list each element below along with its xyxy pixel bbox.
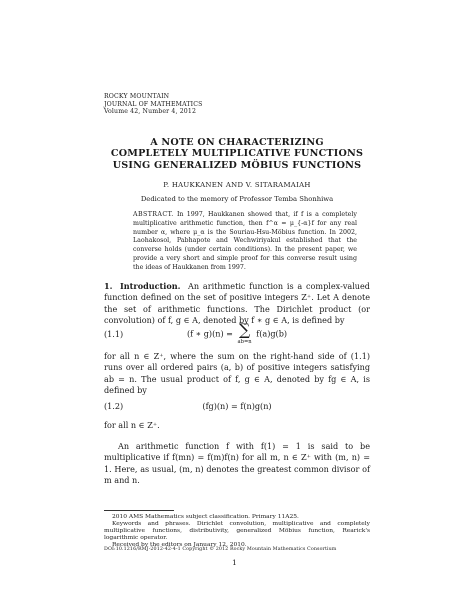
footnote-received: Received by the editors on January 12, 2010. — [112, 541, 247, 548]
footnote-keywords: Keywords and phrases. Dirichlet convolution, multiplicative and completely multiplicative functions, distributivity, generalized Möbius function, Rearick's logarithmic operator. — [104, 520, 370, 541]
title-line3: USING GENERALIZED MÖBIUS FUNCTIONS — [112, 159, 362, 171]
journal-name-line2: JOURNAL OF MATHEMATICS — [104, 100, 203, 108]
paper-title — [60, 137, 414, 171]
equation-number-1-1: (1.1) — [104, 329, 124, 339]
intro-paragraph-2: for all n ∈ Z⁺, where the sum on the right-hand side of (1.1) runs over all ordered pairs (a, b) of positive integers satisfying ab = n. The usual product of f, g ∈ A, denoted by fg ∈ A, is defined by — [104, 351, 370, 395]
journal-name-line1: ROCKY MOUNTAIN — [104, 93, 170, 100]
journal-volume: Volume 42, Number 4, 2012 — [104, 108, 197, 116]
equation-1-2-body: (fg)(n) = f(n)g(n) — [202, 401, 272, 411]
equation-1-2 — [104, 401, 370, 413]
dedication: Dedicated to the memory of Professor Temba Shonhiwa — [140, 195, 334, 203]
summation-index: ab=n — [237, 339, 252, 345]
equation-number-1-2: (1.2) — [104, 401, 124, 411]
page-number: 1 — [232, 558, 237, 567]
intro-paragraph-4: An arithmetic function f with f(1) = 1 is said to be multiplicative if f(mn) = f(m)f(n) for all m, n ∈ Z⁺ with (m, n) = 1. Here, as usual, (m, n) denotes the greatest common divisor of m and n. — [104, 441, 370, 485]
doi-copyright: DOI:10.1216/RMJ-2012-42-4-1 Copyright © 2012 Rocky Mountain Mathematics Consortium — [104, 547, 337, 552]
authors: P. HAUKKANEN AND V. SITARAMAIAH — [163, 181, 311, 189]
intro-paragraph-3: for all n ∈ Z⁺. — [104, 420, 160, 430]
journal-header — [104, 93, 203, 116]
section-heading: Introduction. — [120, 281, 181, 291]
title-line2: COMPLETELY MULTIPLICATIVE FUNCTIONS — [110, 148, 364, 160]
intro-text-1: An arithmetic function is a complex-valued function defined on the set of positive integers Z⁺. Let A denote the set of arithmetic functions. The Dirichlet product (or convolution) of f, g ∈ A, denoted by f ∗ g ∈ A, is defined by — [104, 281, 370, 325]
equation-1-1-lhs: (f ∗ g)(n) = — [186, 328, 233, 339]
section-number: 1. — [104, 281, 113, 291]
equation-1-1-rhs: f(a)g(b) — [256, 328, 288, 339]
summation-symbol: ∑ — [238, 320, 251, 339]
footnote-msc: 2010 AMS Mathematics subject classification. Primary 11A25. — [112, 514, 299, 520]
abstract-text: In 1997, Haukkanen showed that, if f is a completely multiplicative arithmetic function, then f^α = μ_{-α}f for any real number α, where μ_α is the Souriau-Hsu-Möbius function. In 2002, Laohakosol, Pabhapote and Wechwiriyakul established that the converse holds (under certain conditions). In the present paper, we provide a very short and simple proof for this converse result using the ideas of Haukkanen from 1997. — [133, 211, 357, 271]
title-line1: A NOTE ON CHARACTERIZING — [150, 137, 324, 148]
footnotes — [104, 514, 370, 549]
equation-1-1 — [104, 322, 370, 348]
abstract-label: ABSTRACT. — [133, 211, 174, 218]
equation-1-1-body — [104, 322, 370, 347]
footnote-rule — [104, 510, 174, 511]
abstract — [133, 211, 357, 273]
intro-paragraph-1 — [104, 281, 370, 326]
summation — [238, 322, 252, 347]
